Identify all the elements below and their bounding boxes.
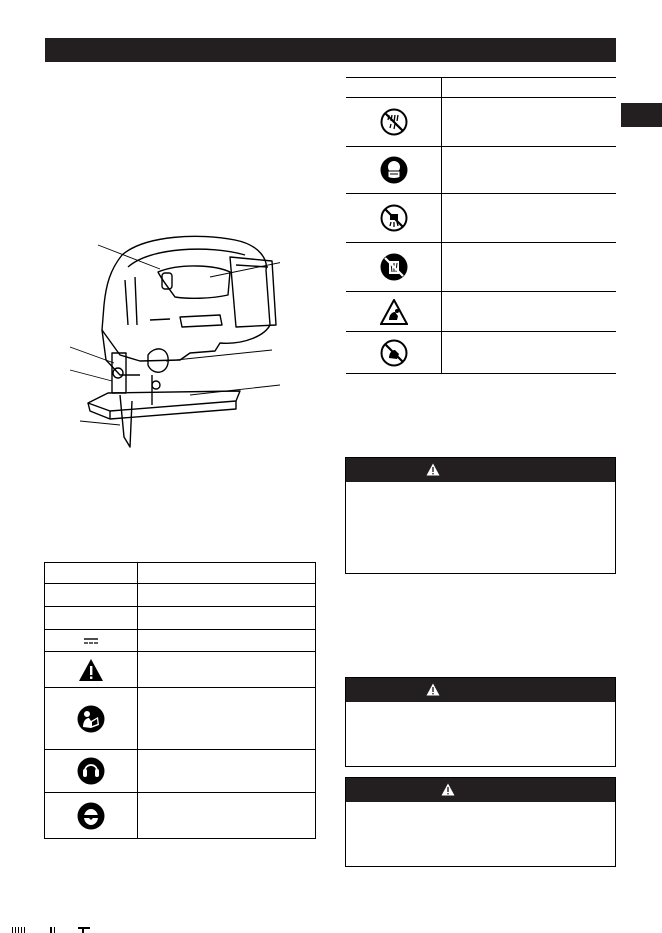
table-row xyxy=(45,652,316,688)
table-cell-symbol xyxy=(45,584,138,607)
warning-triangle-icon xyxy=(441,783,455,796)
warning-triangle-icon xyxy=(45,652,138,688)
dust-mask-icon xyxy=(346,147,442,194)
warning-box xyxy=(345,677,616,767)
table-row xyxy=(346,332,616,374)
table-cell-meaning xyxy=(138,584,316,607)
table-row xyxy=(45,584,316,607)
table-cell-meaning xyxy=(442,292,617,332)
table-cell-meaning xyxy=(138,688,316,750)
table-cell-meaning xyxy=(138,652,316,688)
no-touch-icon xyxy=(346,332,442,374)
section-header-bar xyxy=(45,38,616,62)
table-row xyxy=(45,607,316,630)
table-row xyxy=(346,147,616,194)
table-row xyxy=(346,194,616,243)
warning-box xyxy=(345,457,616,574)
table-row xyxy=(45,630,316,652)
table-row xyxy=(45,688,316,750)
table-header-meaning xyxy=(138,563,316,584)
warning-box xyxy=(345,777,616,867)
warning-header xyxy=(346,458,615,482)
read-manual-icon xyxy=(45,688,138,750)
table-cell-symbol xyxy=(45,607,138,630)
symbols-table-right xyxy=(346,77,616,374)
table-row xyxy=(346,243,616,292)
table-cell-meaning xyxy=(442,147,617,194)
table-cell-meaning xyxy=(442,243,617,292)
print-marks xyxy=(12,925,102,933)
language-tab xyxy=(621,103,662,127)
warning-triangle-icon xyxy=(426,683,440,696)
no-disposal-icon xyxy=(346,243,442,292)
no-rain-icon xyxy=(346,98,442,147)
warning-header xyxy=(346,678,615,702)
warning-header xyxy=(346,778,615,802)
table-cell-meaning xyxy=(442,332,617,374)
table-cell-meaning xyxy=(442,194,617,243)
no-water-icon xyxy=(346,194,442,243)
hand-caution-icon xyxy=(346,292,442,332)
table-header-symbol xyxy=(45,563,138,584)
symbols-table-left xyxy=(44,562,316,839)
jigsaw-illustration xyxy=(40,225,280,455)
table-header-meaning xyxy=(442,78,617,98)
table-cell-meaning xyxy=(442,98,617,147)
table-header-symbol xyxy=(346,78,442,98)
direct-current-symbol xyxy=(45,630,138,652)
table-cell-meaning xyxy=(138,793,316,839)
table-cell-meaning xyxy=(138,630,316,652)
table-row xyxy=(45,750,316,793)
table-row xyxy=(45,793,316,839)
table-row xyxy=(346,292,616,332)
warning-triangle-icon xyxy=(426,463,440,476)
table-row xyxy=(346,98,616,147)
eye-protection-icon xyxy=(45,793,138,839)
table-cell-meaning xyxy=(138,750,316,793)
table-cell-meaning xyxy=(138,607,316,630)
ear-protection-icon xyxy=(45,750,138,793)
